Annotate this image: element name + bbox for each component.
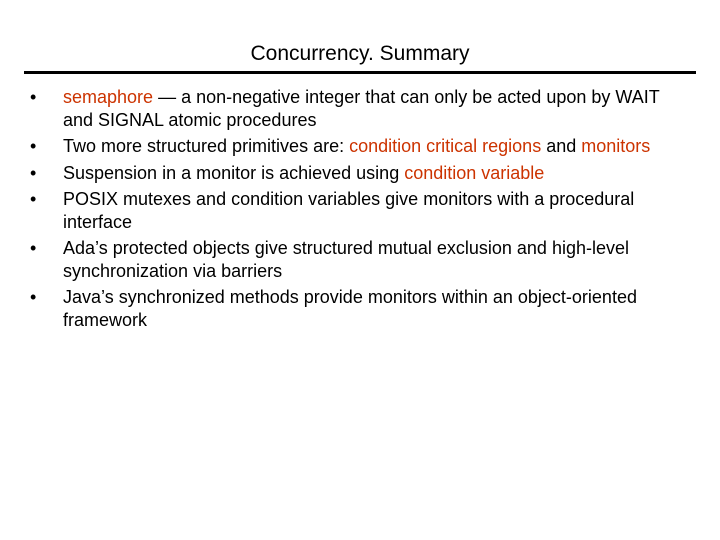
bullet-item-ada — [30, 237, 670, 282]
bullet-item-structured-primitives — [30, 135, 670, 158]
bullet-icon: • — [30, 287, 37, 307]
bullet-text: Suspension in a monitor is achieved using — [63, 162, 405, 183]
bullet-icon: • — [30, 136, 37, 156]
bullet-text: and — [541, 136, 582, 156]
bullet-icon: • — [30, 87, 37, 107]
highlight-term: semaphore — [63, 87, 154, 107]
highlight-term: condition variable — [404, 162, 545, 183]
bullet-icon: • — [30, 189, 37, 209]
title-divider — [24, 71, 696, 74]
bullet-icon: • — [30, 238, 37, 258]
bullet-text: Ada’s protected objects give structured mutual exclusion and high-level synchronization via barriers — [63, 238, 629, 281]
bullet-icon: • — [30, 162, 37, 183]
highlight-term: condition critical regions — [349, 136, 542, 156]
bullet-item-suspension — [30, 162, 670, 185]
bullet-item-semaphore — [30, 86, 670, 131]
bullet-text: POSIX mutexes and condition variables give monitors with a procedural interface — [63, 189, 635, 232]
bullet-text: — a non-negative integer that can only be acted upon by WAIT and SIGNAL atomic procedures — [63, 87, 660, 130]
slide-title: Concurrency. Summary — [250, 42, 470, 65]
bullet-item-posix — [30, 188, 670, 233]
highlight-term: monitors — [581, 136, 651, 156]
bullet-text: Java’s synchronized methods provide monitors within an object-oriented framework — [63, 287, 637, 330]
bullet-list — [30, 86, 670, 335]
bullet-item-java — [30, 286, 670, 331]
bullet-text: Two more structured primitives are: — [63, 136, 350, 156]
